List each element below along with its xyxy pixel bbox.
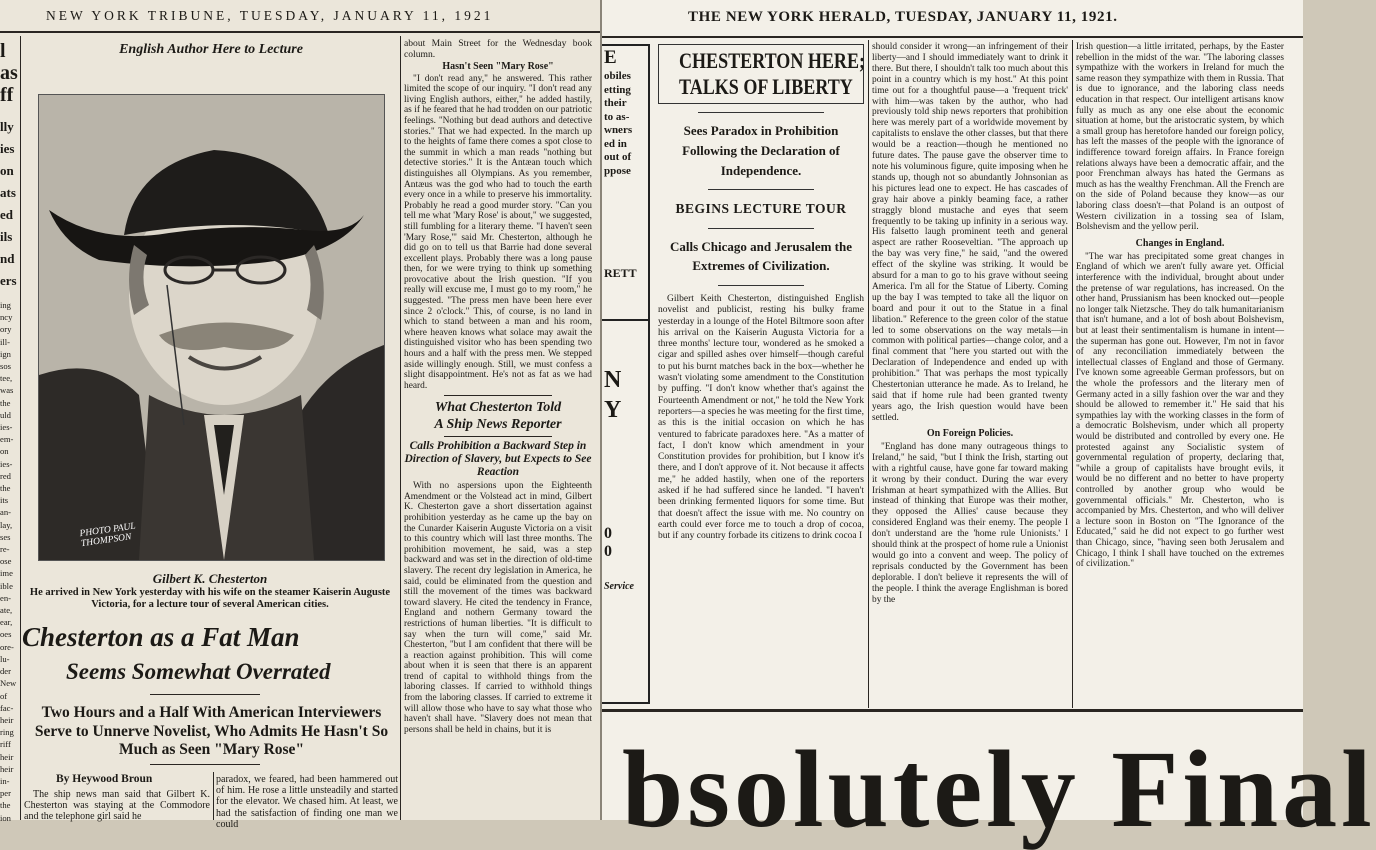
edge-fragment: ies- <box>0 422 13 433</box>
ad-fragment: E <box>604 47 617 68</box>
banner-rule <box>602 709 1303 712</box>
headline-line-2: TALKS OF LIBERTY <box>679 74 853 99</box>
col2-subhead: On Foreign Policies. <box>926 427 1014 439</box>
edge-fragment: ies- <box>0 458 13 469</box>
edge-fragment: as <box>0 62 18 84</box>
edge-fragment: ion <box>0 812 11 823</box>
headline-line-2: Seems Somewhat Overrated <box>66 659 331 684</box>
edge-fragment: ing <box>0 300 11 310</box>
edge-fragment: ies <box>0 141 15 156</box>
edge-fragment: the <box>0 397 11 408</box>
edge-fragment: ill- <box>0 336 11 347</box>
headline-rule <box>698 112 824 113</box>
col3-rule <box>444 436 552 437</box>
deck-2: BEGINS LECTURE TOUR <box>675 201 847 216</box>
col1-body: Gilbert Keith Chesterton, distinguished English novelist and publicist, resting his bulky frame yesterday in a lounge of the Hotel Biltmore soon after his arrival on the Kaiserin Augusta Victoria for a three months' lecture tour, wondered as he smoked a cigar and spilled ashes over himself—though careful to put his burnt matches back in the box—whether he wasn't violating some amendment to the Constitution by puffing. "I don't know whether that's against the Fourteenth Amendment or not," he told the New York reporters—a species he was meeting for the first time, as this is the initial occasion on which he has ventured to fabricate paradoxes here. "As a matter of fact, I don't know which amendment in your Constitution provides for prohibition, but I know it's there, and I don't approve of it. Not because it affects me," he added hastily, when one of the reporters asked if he had suffered since he landed. "I haven't been drinking fermented liquors for some time. But that doesn't affect the issue with me. No country on earth could ever force me to touch a drop of cocoa, but if any country forbade its citizens to drink cocoa I <box>658 294 864 542</box>
col3-subhead: Hasn't Seen "Mary Rose" <box>442 61 554 73</box>
col3-subhead: Changes in England. <box>1135 237 1225 249</box>
edge-fragment: em- <box>0 434 14 445</box>
edge-fragment: lay, <box>0 519 13 530</box>
herald-column-1 <box>658 44 864 544</box>
edge-fragment: an- <box>0 507 11 518</box>
edge-fragment: ory <box>0 324 12 335</box>
col3-body: "I don't read any," he answered. This rather limited the scope of our inquiry. "I don't read any living English authors, either," he added hastily, as if he feared that he had trodden on our patriotic feelings. "Nothing but dead authors and detective stories." That we had expected. In the march up to the heights of fame there comes a spot close to the summit in which a man reads "nothing but detective stories." It is the Antæan touch which distinguishes all Olympians. As you remember, Antæus was the god who had to touch the earth every once in a while to preserve his immortality. Probably he read a good murder story. "Can you tell me what 'Mary Rose' is about," we suggested, still fumbling for a literary theme. "I haven't seen 'Mary Rose,'" said Mr. Chesterton, although he did go on to tell us that Barrie had done several excellent plays. Probably there was a long pause then, for we were trying to think up something provocative about the Irish question. "If you really will excuse me, I must go to my room," he suggested. "The press men have been here ever since 2 o'clock." This, of course, is no land in which to stand between a man and his room, where heaven knows what solace may await the distinguished visitor who has been spending two hours and a half with the press men. We stepped aside willingly enough. Still, we must confess a slight disappointment. He's not as fat as we had heard. <box>404 73 592 391</box>
deck-1: Sees Paradox in Prohibition Following the Declaration of Independence. <box>682 123 840 178</box>
photo-caption: He arrived in New York yesterday with his wife on the steamer Kaiserin Auguste Victoria, for a lecture tour of several American cities. <box>29 587 391 610</box>
edge-fragment: der <box>0 666 11 677</box>
masthead-rule <box>602 36 1303 38</box>
edge-fragment: red <box>0 470 11 481</box>
ad-fragment: N <box>604 367 622 394</box>
tribune-column-3 <box>404 38 592 736</box>
ad-rule <box>602 319 648 321</box>
edge-fragment: the <box>0 800 11 811</box>
headline-rule <box>150 694 260 695</box>
edge-fragment: ncy <box>0 312 13 323</box>
edge-fragment: oes <box>0 629 12 640</box>
column-rule <box>868 40 869 708</box>
column-rule <box>213 772 214 820</box>
edge-fragment: was <box>0 385 14 396</box>
edge-fragment: ible <box>0 580 13 591</box>
bottom-ad-banner <box>602 714 1376 850</box>
herald-masthead: THE NEW YORK HERALD, TUESDAY, JANUARY 11, 1921. <box>688 9 1118 25</box>
ad-fragment: RETT <box>604 266 637 280</box>
ad-fragment: out of <box>604 151 632 163</box>
edge-fragment: riff <box>0 739 11 750</box>
ad-fragment: 0 <box>604 525 612 543</box>
herald-left-ad-column <box>602 44 650 704</box>
edge-fragment: New <box>0 678 17 689</box>
lower-column-2: paradox, we feared, had been hammered out of him. He rose a little unsteadily and started for the elevator. We chased him. At least, we had the satisfaction of finding one man we could <box>216 774 398 830</box>
ad-fragment: wners <box>604 124 633 136</box>
deck-rule <box>708 228 814 229</box>
edge-fragment: on <box>0 446 9 457</box>
edge-fragment: ore- <box>0 641 14 652</box>
col3-rule <box>444 395 552 396</box>
column-rule <box>20 36 21 820</box>
ad-fragment: obiles <box>604 70 631 82</box>
ad-fragment: 0 <box>604 543 612 561</box>
headline-box <box>658 44 864 104</box>
photo-label: English Author Here to Lecture <box>119 42 303 57</box>
tribune-masthead: NEW YORK TRIBUNE, TUESDAY, JANUARY 11, 1921 <box>46 8 494 23</box>
headline-line-1: Chesterton as a Fat Man <box>22 622 300 652</box>
masthead-rule <box>0 31 600 33</box>
col3-body-2: "The war has precipitated some great changes in England of which we aren't fully aware yet. Official interference with the individual, brought about under the pretense of war regulations, has increased. On the other hand, Prussianism has been knocked out—people no longer talk Nietzsche. They do talk humanitarianism that isn't humane, and a lot of bosh about Bolshevism, but at least their sentimentalism is humane in intent—the superman has gone out. However, I'm not in favor of any reconciliation immediately between the intellectual classes of England and those of Germany. I've known some agreeable German professors, but on the whole the professors and the literary men of Germany acted in a silly fashion over the war and they should be allowed to remember it." He said that his sympathies lay with the working classes in the form of a democratic Bolshevism, under which all property would be distributed and controlled by every one. He protested against any Socialistic system of governmental regulation of property, declaring that, "while a group of capitalists have brought evils, it would be no different and no better to have property controlled by another group who would be governmental officials." Mr. Chesterton, who is accompanied by Mrs. Chesterton, and who will deliver a lecture soon in Boston on "The Ignorance of the Educated," said he did not expect to go further west than Chicago, since, "having seen both Jerusalem and Chicago, I think I shall have touched on the extremes of civilization." <box>1076 251 1284 570</box>
edge-fragment: of <box>0 690 8 701</box>
edge-fragment: in- <box>0 775 10 786</box>
herald-page <box>600 0 1376 850</box>
ad-fragment: ppose <box>604 164 631 177</box>
edge-fragment: en- <box>0 592 11 603</box>
photo-name: Gilbert K. Chesterton <box>152 571 268 586</box>
edge-fragment: re- <box>0 544 10 555</box>
tribune-left-edge-column <box>0 40 18 825</box>
column-rule <box>400 36 401 820</box>
edge-fragment: ose <box>0 556 12 567</box>
bottom-banner-text: bsolutely Final <box>622 728 1376 850</box>
edge-fragment: ff <box>0 84 14 106</box>
edge-fragment: heir <box>0 763 14 774</box>
edge-fragment: its <box>0 495 9 506</box>
edge-fragment: heir <box>0 751 14 762</box>
ad-fragment: etting <box>604 83 631 96</box>
portrait-drawing <box>39 95 384 560</box>
deck-rule <box>718 285 804 286</box>
edge-fragment: heir <box>0 714 14 725</box>
edge-fragment: the <box>0 483 11 494</box>
edge-fragment: ate, <box>0 605 13 616</box>
edge-fragment: sos <box>0 361 11 372</box>
ad-fragment: ed in <box>604 137 627 150</box>
edge-fragment: per <box>0 788 11 799</box>
headline-deck: Two Hours and a Half With American Interviewers Serve to Unnerve Novelist, Who Admits He Hasn't So Much as Seen "Mary Rose" <box>34 704 389 758</box>
chesterton-portrait <box>38 94 385 561</box>
deck-rule <box>708 189 814 190</box>
headline-line-1: CHESTERTON HERE; <box>679 48 865 73</box>
col3-headline-2: A Ship News Reporter <box>434 417 562 433</box>
tribune-page <box>0 0 600 830</box>
byline: By Heywood Broun <box>56 773 153 785</box>
edge-fragment: fac- <box>0 702 14 713</box>
edge-fragment: ers <box>0 273 17 288</box>
ad-fragment: Y <box>604 397 622 424</box>
edge-fragment: ats <box>0 185 16 200</box>
col2-body-2: "England has done many outrageous things to Ireland," he said, "but I think the Irish, starting out with a rightful cause, have gone far toward making it wrong by their conduct. During the war every Irishman at heart sympathized with the Allies. But instead of thinking that Europe was their mother, they opposed the Allies' cause because they considered England was their enemy. The people I don't understand are the 'home rule Unionists.' I should think at the prospect of home rule a Unionist would go into a convent and weep. The policy of reprisals conducted by the Government has been deplorable. I don't believe it represents the will of the people. I think the average Englishman is bored by the <box>872 441 1068 605</box>
edge-fragment: on <box>0 163 14 178</box>
column-rule <box>1072 40 1073 708</box>
edge-fragment: ed <box>0 207 13 222</box>
ad-fragment: Service <box>604 581 634 593</box>
photo-credit: PHOTO PAUL THOMPSON <box>79 521 137 550</box>
deck-rule <box>150 764 260 765</box>
col3-deck: Calls Prohibition a Backward Step in Direction of Slavery, but Expects to See Reaction <box>404 440 592 478</box>
deck-3: Calls Chicago and Jerusalem the Extremes of Civilization. <box>670 239 852 273</box>
edge-fragment: tee, <box>0 373 13 384</box>
edge-fragment: ils <box>0 229 13 244</box>
edge-fragment: ime <box>0 568 13 579</box>
col3-body: Irish question—a little irritated, perhaps, by the Easter rebellion in the midst of the war. "The laboring classes sympathize with the workers in Ireland for much the same reason they sympathize with them in Russia. That is due to ignorance, and the laboring class needs education in that respect. Our intelligent artisans know fully as much as any one else about the economic situation at home, but the aristocratic system, by which a small group has heretofore handed our foreign policy, has left the masses of the people with the ignorance of indifference toward foreign affairs. In France foreign relations always have been a democratic affair, and the poor Frenchman always has hated the Germans as much as has the wealthy Frenchman. All the French are on the side of Poland because they know—as our laboring class doesn't—that Poland is an outpost of Western civilization in a tossing sea of Islam, Bolshevism and the yellow peril. <box>1076 42 1284 233</box>
edge-fragment: ign <box>0 348 11 359</box>
herald-column-2 <box>872 42 1068 607</box>
ad-fragment: to as- <box>604 110 630 123</box>
ad-fragment: their <box>604 97 627 109</box>
herald-column-3 <box>1076 42 1284 571</box>
edge-fragment: l <box>0 40 6 62</box>
edge-fragment: ring <box>0 727 14 738</box>
col3-body-2: With no aspersions upon the Eighteenth Amendment or the Volstead act in mind, Gilbert K. Chesterton gave a short dissertation against prohibition yesterday as he came up the bay on the Cunarder Kaiserin Auguste Victoria on a visit to this country which will last three months. The prohibition movement, he said, was a step backward and was set in the direction of old-time slavery. The recent dry legislation in America, he said, could be eliminated from the question and still the movement of the times was backward toward slavery. He cited the tendency in France, England and nothern Germany toward the restrictions of human liberties. "It is difficult to say when the turn will come," said Mr. Chesterton, "but I am confident that there will be a reaction against prohibition. This will come about when it is seen that there is an apparent trend of capital to withhold things from the laboring classes. If carried to withhold things from the laboring classes. If carried to extreme it will allow those who have to say what those who haven't shall have. "Slavery does not mean that persons shall be held in chains, but it is <box>404 481 592 735</box>
edge-fragment: ses <box>0 531 11 542</box>
edge-fragment: ear, <box>0 617 13 628</box>
col2-body: should consider it wrong—an infringement of their liberty—and I should immediately want to drink it there. But there, I shouldn't talk too much about this point in a country which is my host." At this point time out for a thoughtful pause—a 'frequent trick' with him—was taken by the author, who had previously told ship news reporters that prohibition here was merely part of a worldwide movement by capitalists to enslave the other classes, but that there would be a reaction—though he mentioned no future dates. The pause gave the observer time to note his voluminous figure, quite imposing when he stands up, though not so abundantly Johnsonian as his pictures lead one to expect. He has cascades of gray hair above a pinkly beaming face, a rather straggly blond mustache and eyes that seem frequently to be taking up infinity in a serious way. His falsetto laugh prominent teeth and general aspect are rather Rooseveltian. "The approach up the bay was very fine," he said, "and the owered effect of the skyline was striking. It would be absurd for a man to go to his grave without seeing America. I'm all for the Statue of Liberty. Coming up the bay I was tempted to take all the liquor on board and pour it out to the Statue in a final libation." Reference to the green color of the statue led to some observations on the way metals—in common with political parties—change color, and a final comment that "here you started out with the Declaration of Independence and ended up with prohibition." That was perhaps the most typically Chestertonian utterance he made. As to Ireland, he said that if home rule had been granted twenty years ago, the Irish question would have been settled. <box>872 42 1068 423</box>
edge-fragment: lu- <box>0 653 10 664</box>
edge-fragment: nd <box>0 251 15 266</box>
col3-top-text: about Main Street for the Wednesday book column. <box>404 38 592 61</box>
col3-headline-1: What Chesterton Told <box>434 400 562 416</box>
edge-fragment: lly <box>0 119 14 134</box>
edge-fragment: uld <box>0 409 11 420</box>
lower-column-1: The ship news man said that Gilbert K. Chesterton was staying at the Commodore and the telephone girl said he <box>24 789 210 823</box>
